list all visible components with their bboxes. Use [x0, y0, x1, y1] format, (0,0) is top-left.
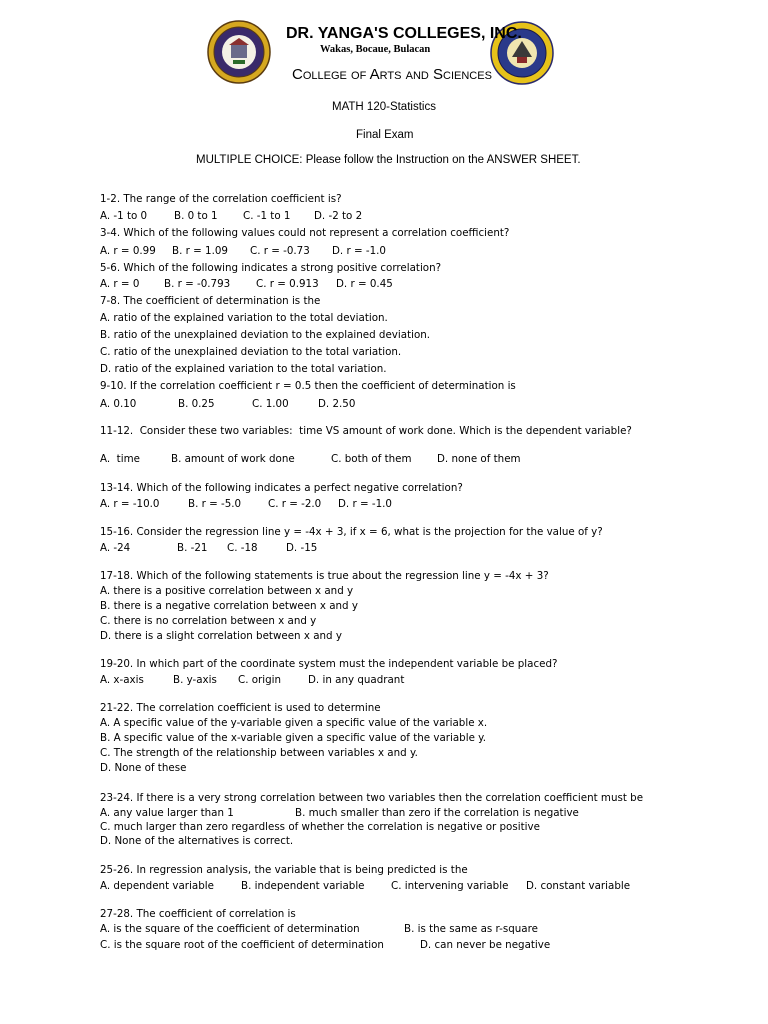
question-text: C. much larger than zero regardless of whether the correlation is negative or positive [100, 821, 540, 833]
answer-choice: D. r = -1.0 [338, 498, 392, 510]
question-text: 7-8. The coefficient of determination is the [100, 295, 321, 307]
answer-choice: B. r = -0.793 [164, 278, 231, 290]
question-text: 25-26. In regression analysis, the variable that is being predicted is the [100, 864, 468, 876]
answer-choice: B. r = 1.09 [172, 245, 228, 257]
question-text: B. A specific value of the x-variable given a specific value of the variable y. [100, 732, 487, 744]
school-name: DR. YANGA'S COLLEGES, INC. [286, 25, 522, 42]
answer-choice: C. both of them [331, 453, 412, 465]
answer-choice: D. constant variable [526, 880, 631, 892]
exam-instruction: MULTIPLE CHOICE: Please follow the Instruction on the ANSWER SHEET. [196, 154, 581, 166]
question-text: B. there is a negative correlation between x and y [100, 600, 358, 612]
question-text: B. ratio of the unexplained deviation to the explained deviation. [100, 329, 431, 341]
answer-choice: D. r = -1.0 [332, 245, 386, 257]
question-text: D. None of the alternatives is correct. [100, 835, 294, 847]
answer-choice: D. in any quadrant [308, 674, 405, 686]
answer-choice: C. origin [238, 674, 282, 686]
answer-choice: A. r = 0 [100, 278, 140, 290]
question-text: 21-22. The correlation coefficient is used to determine [100, 702, 381, 714]
answer-choice: B. independent variable [241, 880, 365, 892]
answer-choice: A. time [100, 453, 140, 465]
college-name: College of Arts and Sciences [292, 66, 492, 83]
question-text: 13-14. Which of the following indicates a perfect negative correlation? [100, 482, 463, 494]
answer-choice: C. r = -0.73 [250, 245, 310, 257]
answer-choice: B. is the same as r-square [404, 923, 538, 935]
question-text: 11-12. Consider these two variables: time VS amount of work done. Which is the dependent variable? [100, 425, 632, 437]
school-address: Wakas, Bocaue, Bulacan [320, 44, 431, 55]
question-text: A. ratio of the explained variation to the total deviation. [100, 312, 388, 324]
answer-choice: D. can never be negative [420, 939, 551, 951]
question-text: 27-28. The coefficient of correlation is [100, 908, 296, 920]
answer-choice: C. 1.00 [252, 398, 289, 410]
question-text: A. A specific value of the y-variable given a specific value of the variable x. [100, 717, 488, 729]
answer-choice: D. 2.50 [318, 398, 356, 410]
answer-choice: B. y-axis [173, 674, 217, 686]
answer-choice: A. -24 [100, 542, 131, 554]
answer-choice: C. is the square root of the coefficient of determination [100, 939, 384, 951]
question-text: 15-16. Consider the regression line y = -4x + 3, if x = 6, what is the projection for the value of y? [100, 526, 603, 538]
question-text: C. The strength of the relationship between variables x and y. [100, 747, 418, 759]
answer-choice: D. -2 to 2 [314, 210, 363, 222]
answer-choice: C. -18 [227, 542, 258, 554]
answer-choice: A. any value larger than 1 [100, 807, 234, 819]
answer-choice: D. r = 0.45 [336, 278, 393, 290]
answer-choice: B. amount of work done [171, 453, 295, 465]
question-text: C. ratio of the unexplained deviation to the total variation. [100, 346, 402, 358]
question-text: C. there is no correlation between x and y [100, 615, 317, 627]
school-seal-left-logo [207, 20, 271, 84]
answer-choice: A. -1 to 0 [100, 210, 148, 222]
answer-choice: B. -21 [177, 542, 208, 554]
question-text: D. ratio of the explained variation to the total variation. [100, 363, 387, 375]
answer-choice: B. 0.25 [178, 398, 215, 410]
answer-choice: A. dependent variable [100, 880, 214, 892]
answer-choice: B. r = -5.0 [188, 498, 242, 510]
answer-choice: A. r = 0.99 [100, 245, 156, 257]
answer-choice: A. 0.10 [100, 398, 137, 410]
question-text: A. there is a positive correlation between x and y [100, 585, 354, 597]
answer-choice: B. much smaller than zero if the correlation is negative [295, 807, 579, 819]
course-title: MATH 120-Statistics [332, 101, 436, 113]
question-text: 17-18. Which of the following statements is true about the regression line y = -4x + 3? [100, 570, 549, 582]
answer-choice: C. intervening variable [391, 880, 509, 892]
answer-choice: C. r = 0.913 [256, 278, 319, 290]
answer-choice: C. r = -2.0 [268, 498, 322, 510]
question-text: D. None of these [100, 762, 187, 774]
question-text: D. there is a slight correlation between x and y [100, 630, 342, 642]
answer-choice: A. is the square of the coefficient of determination [100, 923, 360, 935]
answer-choice: D. none of them [437, 453, 521, 465]
question-text: 19-20. In which part of the coordinate system must the independent variable be placed? [100, 658, 558, 670]
question-text: 23-24. If there is a very strong correlation between two variables then the correlation coefficient must be [100, 792, 644, 804]
answer-choice: D. -15 [286, 542, 318, 554]
answer-choice: C. -1 to 1 [243, 210, 291, 222]
question-text: 5-6. Which of the following indicates a strong positive correlation? [100, 262, 442, 274]
question-text: 1-2. The range of the correlation coefficient is? [100, 193, 342, 205]
answer-choice: B. 0 to 1 [174, 210, 218, 222]
exam-title: Final Exam [356, 129, 414, 141]
answer-choice: A. r = -10.0 [100, 498, 160, 510]
answer-choice: A. x-axis [100, 674, 144, 686]
question-text: 9-10. If the correlation coefficient r = 0.5 then the coefficient of determination is [100, 380, 516, 392]
question-text: 3-4. Which of the following values could not represent a correlation coefficient? [100, 227, 510, 239]
